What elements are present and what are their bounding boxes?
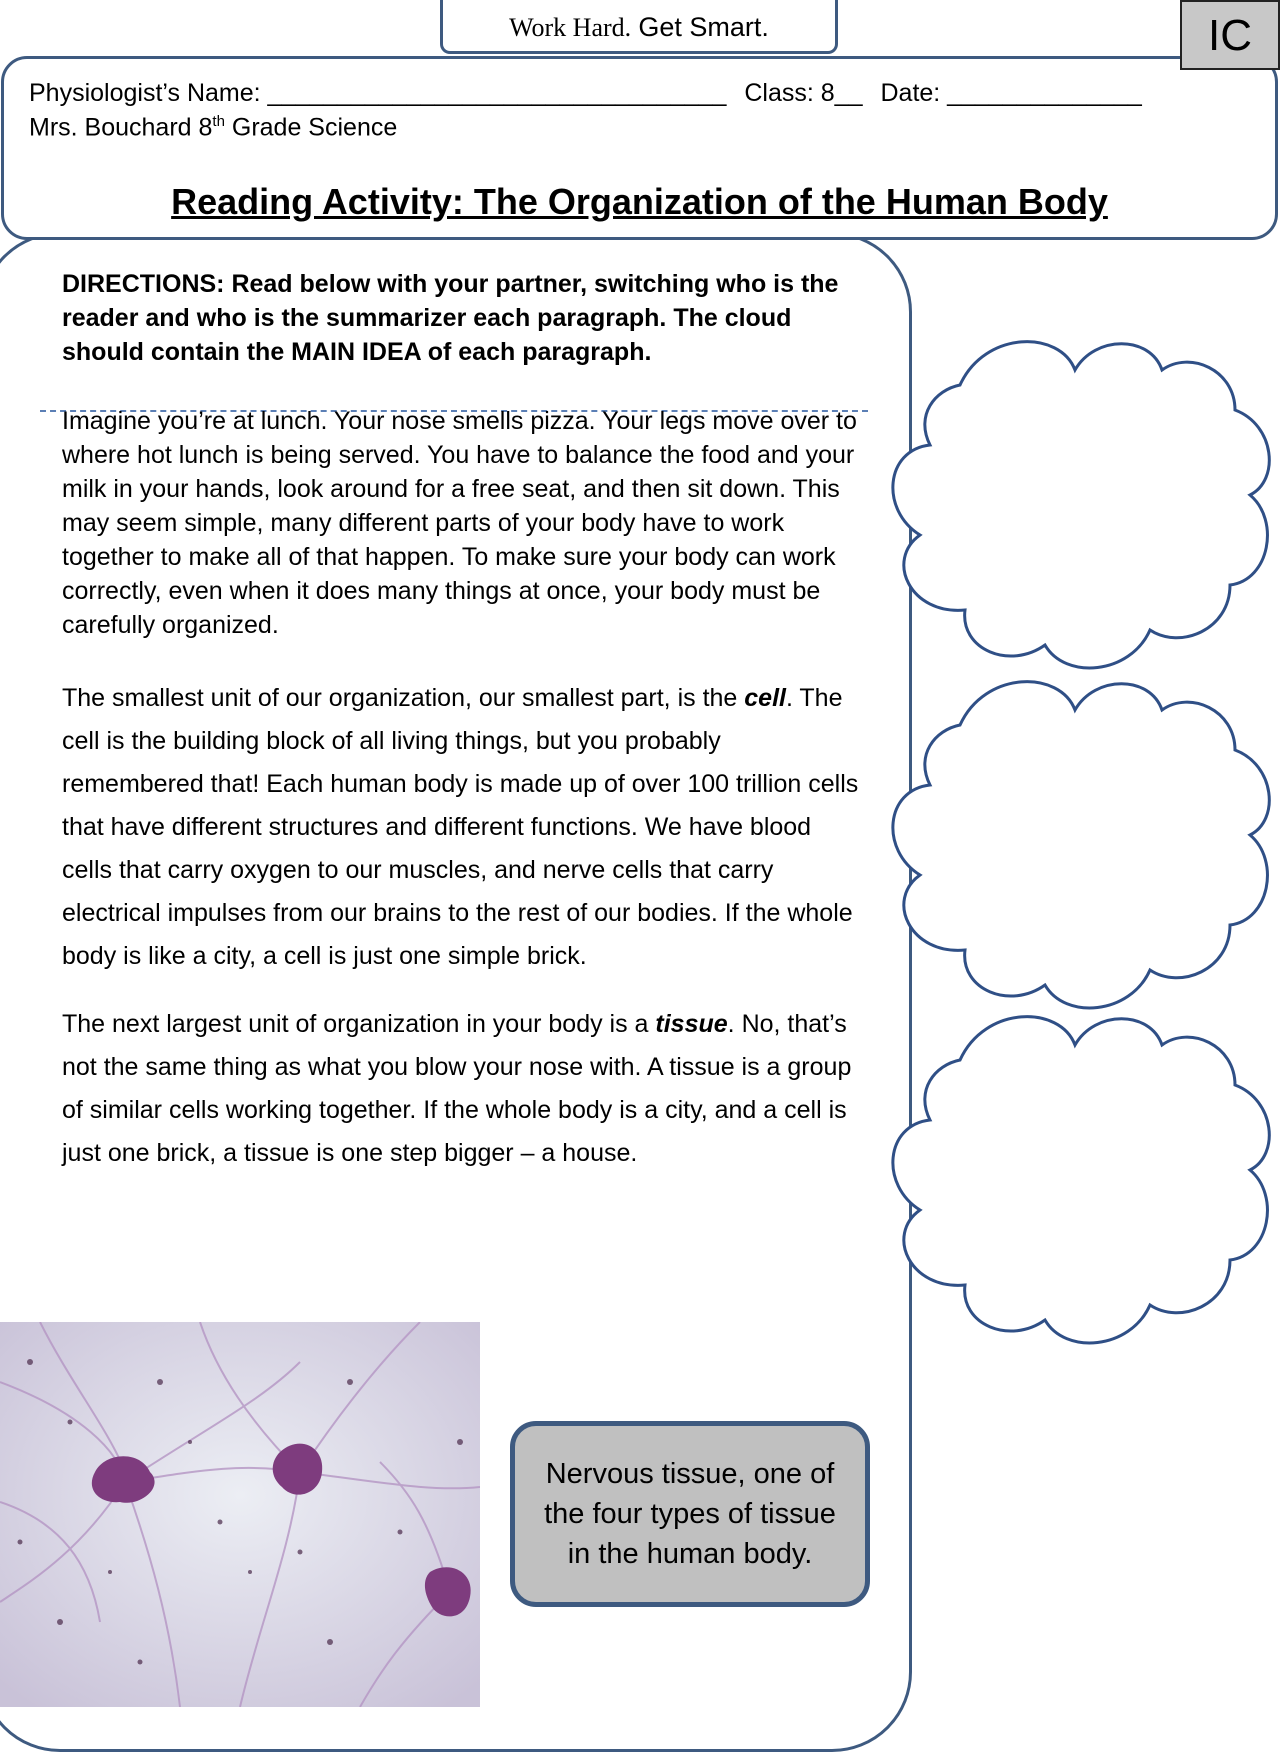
summary-cloud-3[interactable] — [890, 1015, 1280, 1365]
term-tissue: tissue — [655, 1010, 728, 1038]
paragraph-cell-body: . The cell is the building block of all living things, but you probably remembered that! Each human body is made up of over 100 trillion cells that have different structures and different functions. We have blood cells that carry oxygen to our muscles, and nerve cells that carry electrical impulses from our brains to the rest of our bodies. If the whole body is like a city, a cell is just one simple brick. — [62, 684, 859, 970]
class-field-label: Class: 8__ — [744, 79, 863, 107]
header-info-line — [29, 79, 1142, 108]
term-cell: cell — [744, 684, 786, 712]
date-field-label: Date: ______________ — [880, 79, 1142, 107]
motto-get-smart: Get Smart. — [638, 12, 769, 42]
name-field-label: Physiologist’s Name: _________________________________ — [29, 79, 727, 107]
summary-cloud-1[interactable] — [890, 340, 1280, 690]
directions-text: DIRECTIONS: Read below with your partner, switching who is the reader and who is the summarizer each paragraph. The cloud should contain the MAIN IDEA of each paragraph. — [62, 270, 839, 366]
summary-cloud-2[interactable] — [890, 680, 1280, 1030]
ic-badge: IC — [1180, 0, 1280, 70]
header-box — [1, 56, 1278, 240]
paragraph-cell — [62, 677, 862, 978]
teacher-prefix: Mrs. Bouchard 8 — [29, 113, 213, 142]
paragraph-cell-intro: The smallest unit of our organization, our smallest part, is the — [62, 684, 745, 712]
image-caption: Nervous tissue, one of the four types of tissue in the human body. — [544, 1458, 836, 1570]
teacher-suffix: Grade Science — [224, 113, 398, 142]
paragraph-tissue — [62, 1003, 862, 1175]
teacher-line — [29, 113, 397, 142]
paragraph-tissue-body: . No, that’s not the same thing as what you blow your nose with. A tissue is a group of similar cells working together. If the whole body is a city, and a cell is just one brick, a tissue is one step bigger – a house. — [62, 1010, 852, 1167]
motto-tab — [440, 0, 838, 54]
nervous-tissue-image — [0, 1322, 480, 1707]
paragraph-lunch: Imagine you’re at lunch. Your nose smells pizza. Your legs move over to where hot lunch is being served. You have to balance the food and your milk in your hands, look around for a free seat, and then sit down. This may seem simple, many different parts of your body have to work together to make all of that happen. To make sure your body can work correctly, even when it does many things at once, your body must be carefully organized. — [62, 407, 857, 639]
image-caption-box — [510, 1421, 870, 1607]
motto-work-hard: Work Hard. — [509, 13, 632, 42]
teacher-ordinal: th — [212, 113, 225, 130]
page-title: Reading Activity: The Organization of the Human Body — [171, 181, 1108, 222]
paragraph-tissue-intro: The next largest unit of organization in your body is a — [62, 1010, 656, 1038]
